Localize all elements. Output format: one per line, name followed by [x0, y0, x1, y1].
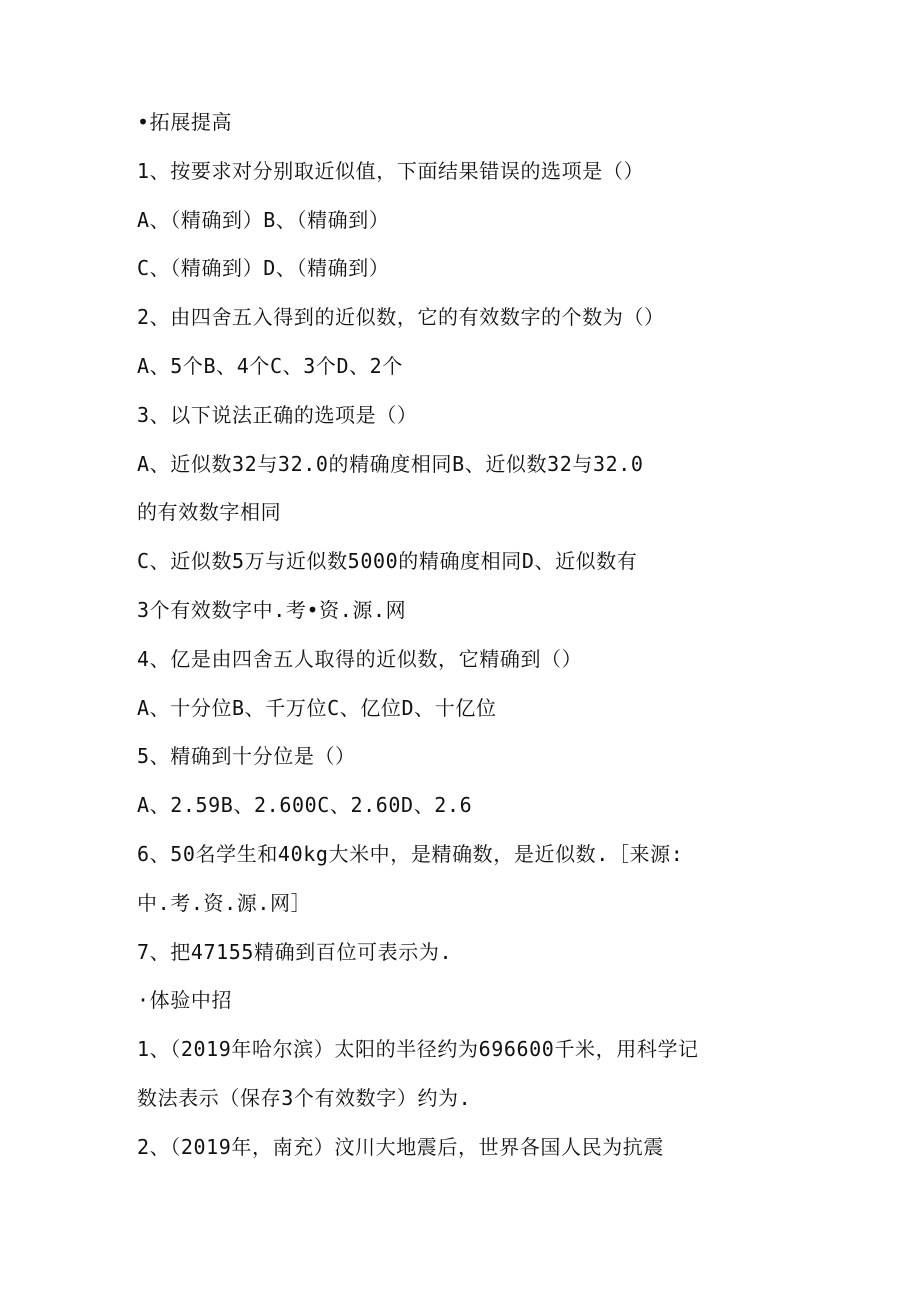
question-line: 2、由四舍五入得到的近似数，它的有效数字的个数为（） [137, 305, 665, 330]
question-line: 3、以下说法正确的选项是（） [137, 402, 418, 427]
option-line: C、（精确到）D、（精确到） [137, 256, 390, 281]
option-line: C、近似数5万与近似数5000的精确度相同D、近似数有 [137, 549, 638, 574]
option-line: A、近似数32与32.0的精确度相同B、近似数32与32.0 [137, 451, 644, 476]
question-line: 2、（2019年，南充）汶川大地震后，世界各国人民为抗震 [137, 1134, 665, 1159]
option-line: 的有效数字相同 [137, 500, 282, 525]
question-line: 数法表示（保存3个有效数字）约为. [137, 1085, 472, 1110]
option-line: A、2.59B、2.600C、2.60D、2.6 [137, 793, 473, 818]
option-line: 3个有效数字中.考•资.源.网 [137, 597, 407, 622]
question-line: 6、50名学生和40kg大米中，是精确数，是近似数.［来源: [137, 841, 684, 866]
question-line: 5、精确到十分位是（） [137, 744, 356, 769]
question-line: 1、（2019年哈尔滨）太阳的半径约为696600千米，用科学记 [137, 1037, 699, 1062]
question-line: 4、亿是由四舍五人取得的近似数，它精确到（） [137, 646, 583, 671]
question-line: 中.考.资.源.网］ [137, 890, 312, 915]
section-heading-extension: •拓展提高 [137, 110, 233, 134]
question-line: 1、按要求对分别取近似值，下面结果错误的选项是（） [137, 158, 645, 183]
section-heading-exam: ·体验中招 [137, 988, 233, 1013]
option-line: A、5个B、4个C、3个D、2个 [137, 353, 403, 378]
option-line: A、十分位B、千万位C、亿位D、十亿位 [137, 695, 497, 720]
document-body [137, 104, 837, 1178]
question-line: 7、把47155精确到百位可表示为. [137, 939, 453, 964]
option-line: A、（精确到）B、（精确到） [137, 207, 390, 232]
